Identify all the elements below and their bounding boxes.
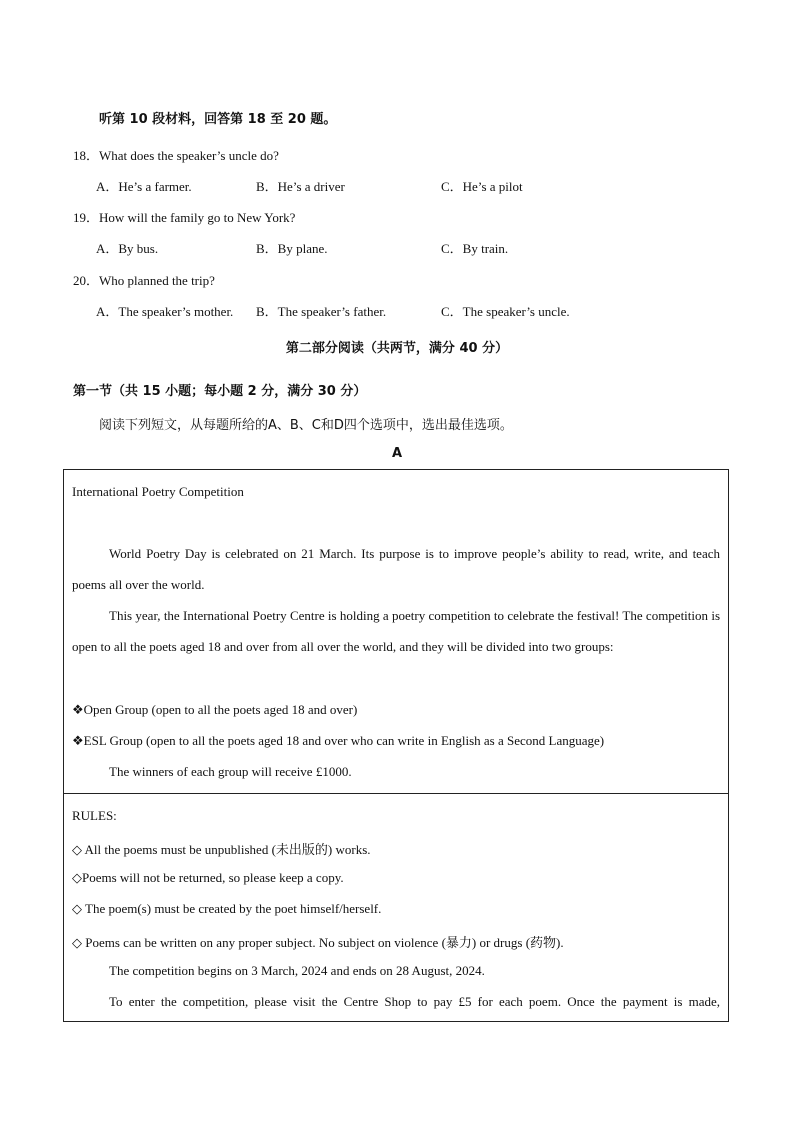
- rule-item: ◇ The poem(s) must be created by the poet himself/herself.: [72, 901, 382, 916]
- question-text: How will the family go to New York?: [99, 210, 296, 225]
- option-19-a[interactable]: A．By bus.: [96, 241, 159, 256]
- option-19-b[interactable]: B．By plane.: [256, 241, 328, 256]
- passage-title: International Poetry Competition: [72, 484, 244, 499]
- option-18-c[interactable]: C．He’s a pilot: [441, 179, 523, 194]
- option-20-c[interactable]: C．The speaker’s uncle.: [441, 304, 570, 319]
- winners-prize: The winners of each group will receive £1000.: [109, 764, 352, 779]
- passage-intro-cell: [63, 469, 729, 794]
- question-20: [73, 270, 215, 289]
- question-number: 20．: [73, 273, 100, 288]
- competition-dates: The competition begins on 3 March, 2024 and ends on 28 August, 2024.: [109, 963, 485, 978]
- group-esl: ❖ESL Group (open to all the poets aged 18 and over who can write in English as a Second Language): [72, 733, 605, 748]
- rule-item: ◇ Poems can be written on any proper subject. No subject on violence (暴力) or drugs (药物).: [72, 935, 564, 950]
- option-20-a[interactable]: A．The speaker’s mother.: [96, 304, 234, 319]
- passage-paragraph-2: This year, the International Poetry Centre is holding a poetry competition to celebrate the festival! The competition is open to all the poets aged 18 and over from all over the world, and they will be divided into two groups:: [72, 608, 720, 654]
- question-18: [73, 145, 279, 164]
- passage-paragraph-1: World Poetry Day is celebrated on 21 March. Its purpose is to improve people’s ability to read, write, and teach poems all over the world.: [72, 546, 720, 592]
- entry-instructions: To enter the competition, please visit the Centre Shop to pay £5 for each poem. Once the payment is made,: [109, 994, 720, 1009]
- rules-label: RULES:: [72, 808, 117, 823]
- rule-item: ◇Poems will not be returned, so please keep a copy.: [72, 870, 344, 885]
- group-open: ❖Open Group (open to all the poets aged 18 and over): [72, 702, 358, 717]
- question-number: 19．: [73, 210, 100, 225]
- reading-instruction: 阅读下列短文，从每题所给的A、B、C和D四个选项中，选出最佳选项。: [99, 418, 513, 433]
- section-one-title: 第一节（共 15 小题；每小题 2 分，满分 30 分）: [73, 384, 367, 399]
- option-19-c[interactable]: C．By train.: [441, 241, 509, 256]
- option-18-b[interactable]: B．He’s a driver: [256, 179, 345, 194]
- listening-section-header: 听第 10 段材料，回答第 18 至 20 题。: [99, 112, 337, 127]
- option-18-a[interactable]: A．He’s a farmer.: [96, 179, 192, 194]
- question-number: 18．: [73, 148, 100, 163]
- passage-label: A: [391, 446, 403, 461]
- question-19: [73, 207, 295, 226]
- question-text: Who planned the trip?: [99, 273, 215, 288]
- rule-item: ◇ All the poems must be unpublished (未出版的) works.: [72, 842, 371, 857]
- part-two-title: 第二部分阅读（共两节，满分 40 分）: [285, 341, 509, 356]
- option-20-b[interactable]: B．The speaker’s father.: [256, 304, 387, 319]
- passage-rules-cell: [63, 793, 729, 1022]
- question-text: What does the speaker’s uncle do?: [99, 148, 279, 163]
